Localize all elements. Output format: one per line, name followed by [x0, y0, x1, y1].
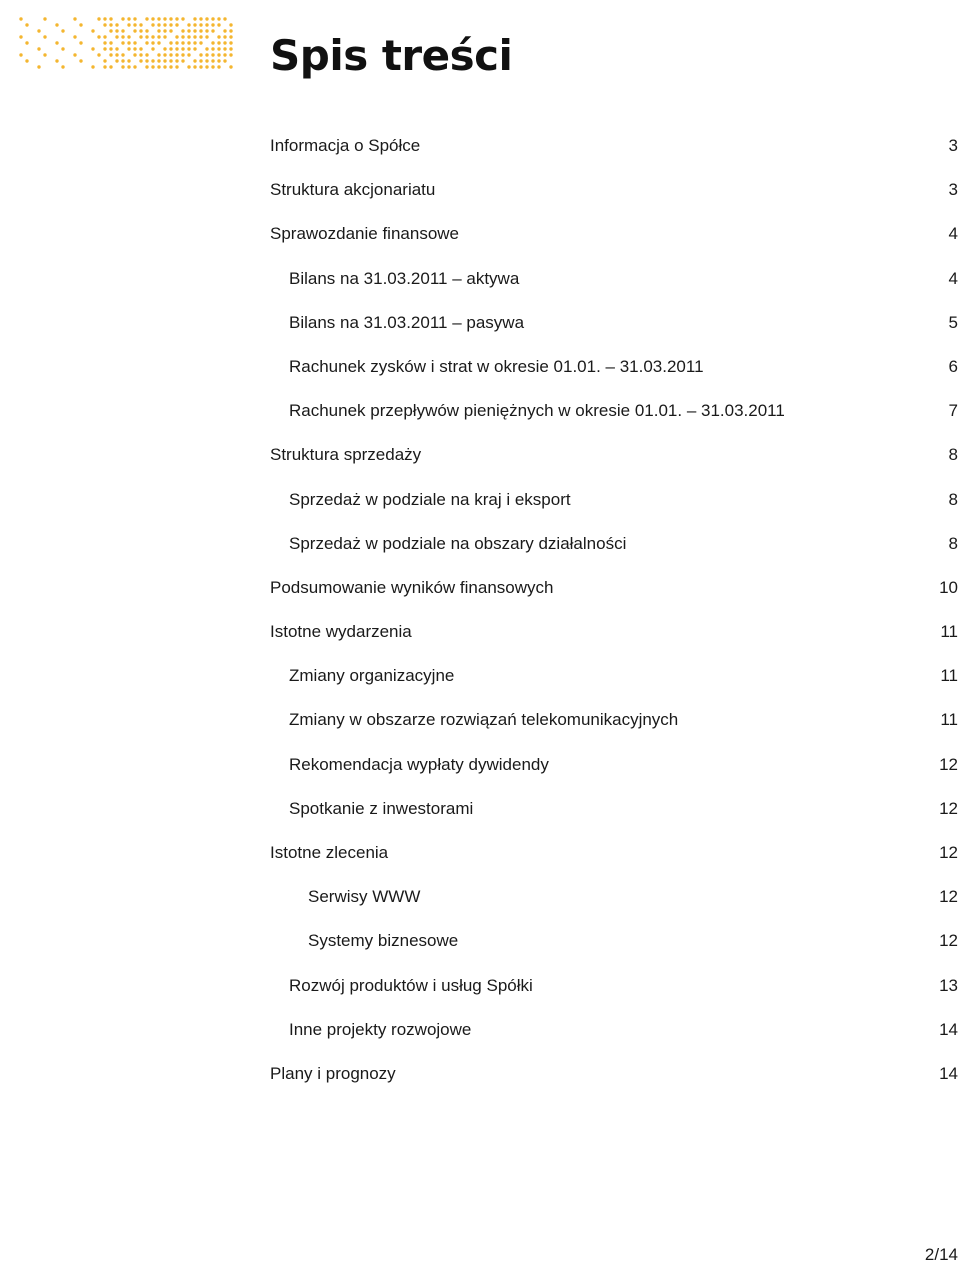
toc-entry[interactable] [0, 522, 960, 566]
logo-dot [181, 53, 184, 56]
logo-dot [229, 47, 232, 50]
logo-dot [25, 41, 28, 44]
logo-dot [199, 53, 202, 56]
logo-dot [115, 47, 118, 50]
logo-dot [175, 53, 178, 56]
logo-dot [163, 35, 166, 38]
toc-entry-page-number: 7 [948, 401, 958, 421]
logo-dot [187, 29, 190, 32]
logo-dot [229, 29, 232, 32]
logo-dot [205, 59, 208, 62]
logo-dot [217, 35, 220, 38]
logo-dot [61, 47, 64, 50]
toc-entry[interactable] [0, 433, 960, 477]
logo-dot [205, 47, 208, 50]
logo-dot [79, 23, 82, 26]
logo-dot [229, 53, 232, 56]
logo-dot [211, 65, 214, 68]
toc-entry[interactable] [0, 654, 960, 698]
toc-entry-title: Struktura sprzedaży [270, 445, 422, 465]
logo-dot [169, 29, 172, 32]
toc-entry-page-number: 14 [939, 1019, 958, 1039]
logo-dot [145, 35, 148, 38]
logo-dot [37, 65, 40, 68]
logo-dot [151, 41, 154, 44]
logo-dot [43, 17, 46, 20]
logo-dot [55, 23, 58, 26]
logo-dot [43, 53, 46, 56]
logo-dot [19, 17, 22, 20]
logo-dot [205, 53, 208, 56]
logo-dot [109, 41, 112, 44]
logo-dot [139, 47, 142, 50]
toc-entry-title: Struktura akcjonariatu [270, 180, 436, 200]
logo-dot [223, 29, 226, 32]
toc-entry[interactable] [0, 345, 960, 389]
logo-dot [229, 41, 232, 44]
toc-entry-title: Inne projekty rozwojowe [289, 1019, 472, 1039]
toc-entry[interactable] [0, 831, 960, 875]
toc-entry-title: Rozwój produktów i usług Spółki [289, 975, 533, 995]
toc-entry-title: Sprawozdanie finansowe [270, 224, 460, 244]
logo-dot [25, 23, 28, 26]
table-of-contents [0, 124, 960, 1096]
logo-dot [133, 17, 136, 20]
logo-dot [127, 47, 130, 50]
toc-entry[interactable] [0, 301, 960, 345]
logo-dot [103, 59, 106, 62]
toc-entry-title: Sprzedaż w podziale na obszary działalności [289, 533, 627, 553]
logo-dot [223, 53, 226, 56]
logo-dot [187, 23, 190, 26]
toc-entry[interactable] [0, 1008, 960, 1052]
logo-dot [109, 29, 112, 32]
logo-dot [187, 53, 190, 56]
logo-dot [127, 23, 130, 26]
logo-dot [199, 41, 202, 44]
logo-dot [205, 65, 208, 68]
logo-dot [175, 41, 178, 44]
toc-entry-title: Bilans na 31.03.2011 – pasywa [289, 312, 525, 332]
logo-dot [145, 41, 148, 44]
logo-dot [217, 17, 220, 20]
toc-entry-title: Rachunek zysków i strat w okresie 01.01. – 31.03.2011 [289, 356, 704, 376]
logo-dot [37, 29, 40, 32]
toc-entry[interactable] [0, 168, 960, 212]
logo-dot [109, 65, 112, 68]
logo-dot [109, 53, 112, 56]
logo-dot [139, 59, 142, 62]
logo-dot [205, 29, 208, 32]
logo-dot [193, 59, 196, 62]
logo-dot [91, 29, 94, 32]
logo-dot [193, 41, 196, 44]
logo-dot [211, 59, 214, 62]
toc-entry[interactable] [0, 610, 960, 654]
logo-dot [175, 47, 178, 50]
logo-dot [211, 29, 214, 32]
toc-entry-page-number: 10 [939, 577, 958, 597]
logo-dot [109, 17, 112, 20]
logo-dot [223, 47, 226, 50]
logo-dot [103, 65, 106, 68]
logo-dot [181, 35, 184, 38]
logo-dot [163, 47, 166, 50]
toc-entry-page-number: 11 [940, 622, 958, 642]
logo-dot [175, 65, 178, 68]
logo-dot [181, 41, 184, 44]
toc-entry[interactable] [0, 566, 960, 610]
page-title: Spis treści [270, 31, 513, 80]
toc-entry-page-number: 3 [948, 180, 958, 200]
logo-dot [121, 41, 124, 44]
toc-entry-page-number: 4 [948, 268, 958, 288]
toc-entry-page-number: 11 [940, 710, 958, 730]
logo-dot [61, 29, 64, 32]
logo-dot [97, 53, 100, 56]
logo-dot [151, 35, 154, 38]
logo-dot [163, 59, 166, 62]
logo-dot [103, 47, 106, 50]
logo-dot [37, 47, 40, 50]
toc-entry-title: Podsumowanie wyników finansowych [270, 577, 554, 597]
logo-dot [43, 35, 46, 38]
logo-dot [121, 17, 124, 20]
logo-dot [139, 29, 142, 32]
logo-dot [211, 23, 214, 26]
logo-dot [55, 41, 58, 44]
toc-entry-title: Istotne zlecenia [270, 843, 389, 862]
logo-dot [175, 23, 178, 26]
toc-entry-page-number: 5 [948, 312, 958, 332]
logo-dot [211, 41, 214, 44]
logo-dot [163, 17, 166, 20]
logo-dot [157, 59, 160, 62]
logo-dot [205, 17, 208, 20]
toc-entry-page-number: 13 [939, 975, 958, 995]
logo-dot [127, 41, 130, 44]
logo-dot [193, 65, 196, 68]
toc-entry-page-number: 8 [948, 489, 958, 509]
toc-entry[interactable] [0, 919, 960, 963]
logo-dot [97, 35, 100, 38]
logo-dot [121, 65, 124, 68]
toc-entry[interactable] [0, 212, 960, 256]
logo-dot [223, 41, 226, 44]
logo-dot [187, 41, 190, 44]
logo-dot [229, 23, 232, 26]
toc-entry-title: Zmiany w obszarze rozwiązań telekomunikacyjnych [289, 710, 679, 730]
logo-dot [151, 47, 154, 50]
toc-entry-title: Istotne wydarzenia [270, 622, 412, 642]
logo-dot [181, 59, 184, 62]
logo-dot [187, 47, 190, 50]
logo-dot [205, 35, 208, 38]
toc-entry[interactable] [0, 124, 960, 168]
logo-dot [115, 59, 118, 62]
logo-dot [205, 23, 208, 26]
logo-dot [223, 59, 226, 62]
toc-entry-title: Plany i prognozy [270, 1063, 396, 1083]
logo-dot [163, 65, 166, 68]
logo-dot [175, 17, 178, 20]
logo-dot [139, 23, 142, 26]
logo-dot [121, 35, 124, 38]
toc-entry-title: Spotkanie z inwestorami [289, 798, 474, 818]
logo-dot [217, 65, 220, 68]
logo-dot [97, 17, 100, 20]
logo-dot [157, 35, 160, 38]
toc-entry-page-number: 12 [939, 798, 958, 818]
toc-entry-page-number: 8 [948, 445, 958, 465]
logo-dot [127, 59, 130, 62]
page-number: 2/14 [924, 1245, 958, 1264]
logo-dot [91, 47, 94, 50]
toc-entry[interactable] [0, 478, 960, 522]
logo-dot [175, 35, 178, 38]
logo-dot [115, 35, 118, 38]
toc-entry[interactable] [0, 875, 960, 919]
logo-dot [181, 29, 184, 32]
logo-dot [169, 17, 172, 20]
logo-dot [145, 29, 148, 32]
logo-dot [157, 29, 160, 32]
logo-dot [121, 29, 124, 32]
logo-dot [121, 53, 124, 56]
toc-entry-title: Rachunek przepływów pieniężnych w okresie 01.01. – 31.03.2011 [289, 401, 785, 421]
logo-dot [181, 17, 184, 20]
logo-dot [19, 53, 22, 56]
toc-entry-title: Informacja o Spółce [270, 136, 421, 155]
logo-dot [103, 41, 106, 44]
logo-dot [133, 23, 136, 26]
logo-dot [139, 53, 142, 56]
logo-dot [217, 47, 220, 50]
logo-dot [157, 53, 160, 56]
logo-dot [193, 47, 196, 50]
logo-dot [181, 47, 184, 50]
logo-dot [175, 59, 178, 62]
toc-entry-page-number: 11 [940, 666, 958, 686]
logo-dot [133, 65, 136, 68]
logo-dot [25, 59, 28, 62]
logo-dot [199, 17, 202, 20]
logo-dot [103, 17, 106, 20]
toc-entry-page-number: 4 [948, 224, 958, 244]
logo-dot [127, 65, 130, 68]
toc-entry-title: Rekomendacja wypłaty dywidendy [289, 754, 549, 774]
logo-dot [217, 59, 220, 62]
logo-dot [217, 41, 220, 44]
logo-dot [217, 23, 220, 26]
logo-dot [199, 29, 202, 32]
logo-dot [169, 41, 172, 44]
logo-dot [187, 35, 190, 38]
logo-dot [145, 65, 148, 68]
toc-entry-page-number: 8 [948, 533, 958, 553]
logo-dot [127, 35, 130, 38]
toc-entry-page-number: 12 [939, 887, 958, 907]
logo-dot [211, 53, 214, 56]
logo-dot [169, 47, 172, 50]
logo-dot [145, 59, 148, 62]
toc-entry[interactable] [0, 389, 960, 433]
logo-dot [79, 41, 82, 44]
logo-dot [163, 29, 166, 32]
logo-dot [103, 35, 106, 38]
logo-dot [145, 53, 148, 56]
logo-dot [79, 59, 82, 62]
toc-entry-page-number: 12 [939, 754, 958, 774]
logo-dot [115, 23, 118, 26]
logo-dot [217, 53, 220, 56]
logo-dot [109, 23, 112, 26]
logo-dot-pattern-icon [18, 16, 242, 76]
toc-entry-title: Systemy biznesowe [308, 931, 459, 951]
logo-dot [157, 41, 160, 44]
logo-dot [223, 17, 226, 20]
logo-dot [229, 65, 232, 68]
logo-dot [193, 23, 196, 26]
logo-dot [55, 59, 58, 62]
logo-dot [199, 35, 202, 38]
logo-dot [169, 59, 172, 62]
logo-dot [229, 35, 232, 38]
logo-dot [115, 53, 118, 56]
logo-dot [211, 17, 214, 20]
logo-dot [223, 35, 226, 38]
logo-dot [145, 17, 148, 20]
toc-entry-page-number: 12 [939, 843, 958, 862]
logo-dot [187, 65, 190, 68]
logo-dot [61, 65, 64, 68]
toc-entry-page-number: 6 [948, 356, 958, 376]
logo-dot [169, 23, 172, 26]
toc-entry-title: Serwisy WWW [308, 887, 421, 907]
logo-dot [103, 23, 106, 26]
logo-dot [115, 29, 118, 32]
logo-dot [19, 35, 22, 38]
toc-entry[interactable] [0, 743, 960, 787]
logo-dot [139, 35, 142, 38]
toc-entry-title: Sprzedaż w podziale na kraj i eksport [289, 489, 571, 509]
logo-dot [211, 47, 214, 50]
logo-dot [133, 53, 136, 56]
toc-entry-page-number: 14 [939, 1063, 958, 1083]
logo-dot [127, 17, 130, 20]
logo-dot [151, 59, 154, 62]
toc-entry-page-number: 3 [948, 136, 958, 155]
logo-dot [199, 23, 202, 26]
logo-dot [151, 23, 154, 26]
logo-dot [193, 17, 196, 20]
logo-dot [121, 59, 124, 62]
toc-entry-title: Bilans na 31.03.2011 – aktywa [289, 268, 520, 288]
logo-dot [157, 65, 160, 68]
logo-dot [193, 35, 196, 38]
toc-entry[interactable] [0, 698, 960, 742]
toc-entry[interactable] [0, 787, 960, 831]
toc-entry[interactable] [0, 257, 960, 301]
toc-entry-page-number: 12 [939, 931, 958, 951]
logo-dot [151, 65, 154, 68]
logo-dot [157, 17, 160, 20]
toc-entry-title: Zmiany organizacyjne [289, 666, 455, 686]
logo-dot [73, 53, 76, 56]
logo-dot [109, 47, 112, 50]
logo-dot [91, 65, 94, 68]
toc-entry[interactable] [0, 964, 960, 1008]
logo-dot [157, 23, 160, 26]
logo-dot [169, 65, 172, 68]
logo-dot [73, 35, 76, 38]
logo-dot [133, 41, 136, 44]
logo-dot [163, 23, 166, 26]
toc-entry[interactable] [0, 1052, 960, 1096]
logo-dot [163, 53, 166, 56]
logo-dot [193, 29, 196, 32]
logo-dot [151, 17, 154, 20]
logo-dot [199, 65, 202, 68]
logo-dot [133, 47, 136, 50]
logo-dot [133, 29, 136, 32]
logo-dot [73, 17, 76, 20]
logo-dot [199, 59, 202, 62]
logo-dot [169, 53, 172, 56]
